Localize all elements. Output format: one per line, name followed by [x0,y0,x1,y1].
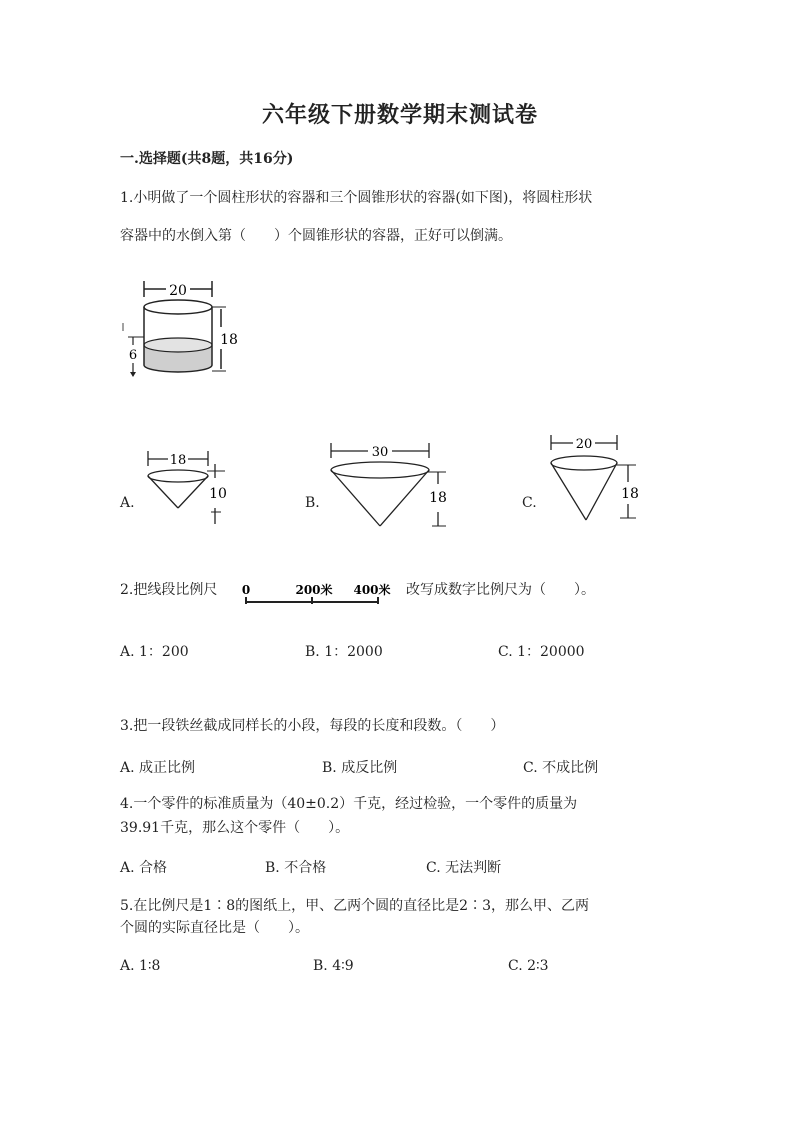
option-1c-label[interactable]: C. [522,495,537,511]
option-4b[interactable]: B. 不合格 [265,860,327,876]
option-4c[interactable]: C. 无法判断 [426,860,502,876]
cone-a-diameter-label: 18 [169,453,187,468]
cylinder-figure [120,275,250,385]
cone-c-height-label: 18 [621,486,639,502]
question-4-line-1: 4.一个零件的标准质量为（40±0.2）千克，经过检验，一个零件的质量为 [120,796,578,812]
option-1b-label[interactable]: B. [305,495,320,511]
cone-b-height-label: 18 [429,490,447,506]
question-2-suffix: 改写成数字比例尺为（ ）。 [406,582,595,598]
option-2c[interactable]: C. 1：20000 [498,644,585,660]
scale-label-0: 0 [241,583,251,597]
cone-a-figure [145,448,235,528]
scale-label-400: 400米 [353,583,391,597]
cone-c-figure [548,432,648,527]
cone-c-diameter-label: 20 [575,437,593,452]
cylinder-height-label: 18 [220,332,238,348]
option-3b[interactable]: B. 成反比例 [322,760,398,776]
question-3-text: 3.把一段铁丝截成同样长的小段，每段的长度和段数。（ ） [120,718,505,734]
option-5c[interactable]: C. 2∶3 [508,958,549,974]
option-5a[interactable]: A. 1∶8 [120,958,161,974]
question-2-prefix: 2.把线段比例尺 [120,582,218,598]
cone-a-height-label: 10 [209,486,227,502]
scale-label-200: 200米 [295,583,333,597]
question-5-line-1: 5.在比例尺是1∶8的图纸上，甲、乙两个圆的直径比是2∶3，那么甲、乙两 [120,898,589,914]
cylinder-water-label: 6 [128,348,138,363]
cylinder-diameter-label: 20 [169,283,187,299]
question-1-line-2: 容器中的水倒入第（ ）个圆锥形状的容器，正好可以倒满。 [120,228,512,244]
cone-b-diameter-label: 30 [371,445,389,460]
option-5b[interactable]: B. 4∶9 [313,958,354,974]
line-segment-scale [240,580,400,610]
section-heading: 一.选择题(共8题，共16分) [120,151,294,167]
option-2a[interactable]: A. 1：200 [120,644,189,660]
option-4a[interactable]: A. 合格 [120,860,168,876]
option-2b[interactable]: B. 1：2000 [305,644,383,660]
page-title: 六年级下册数学期末测试卷 [261,102,538,128]
option-3a[interactable]: A. 成正比例 [120,760,196,776]
question-4-line-2: 39.91千克，那么这个零件（ ）。 [120,820,350,836]
cone-b-figure [328,440,458,530]
option-1a-label[interactable]: A. [120,495,135,511]
option-3c[interactable]: C. 不成比例 [523,760,599,776]
question-1-line-1: 1.小明做了一个圆柱形状的容器和三个圆锥形状的容器(如下图)，将圆柱形状 [120,190,593,206]
question-5-line-2: 个圆的实际直径比是（ ）。 [120,920,309,936]
